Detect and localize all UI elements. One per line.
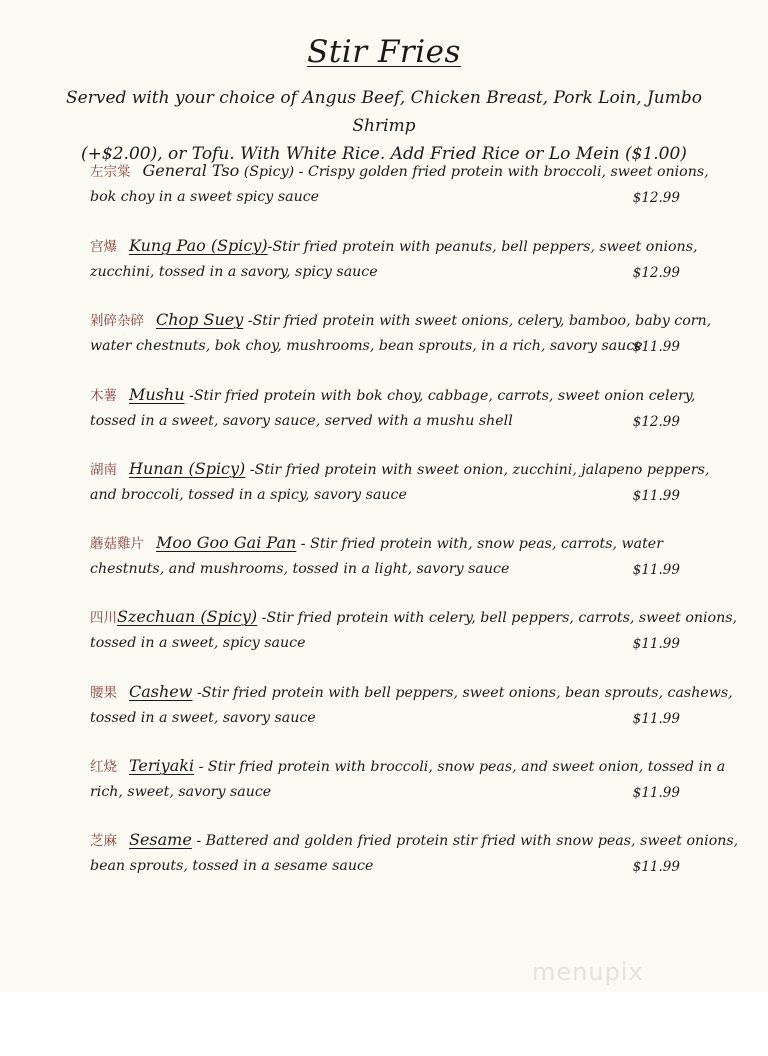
item-tag: (Spicy) xyxy=(239,164,299,180)
item-description-cont: tossed in a sweet, spicy sauce xyxy=(90,635,306,651)
item-price: $11.99 xyxy=(632,636,680,652)
watermark: menupix xyxy=(532,958,644,986)
item-description-cont: chestnuts, and mushrooms, tossed in a light, savory sauce xyxy=(90,561,510,577)
chinese-name: 湖南 xyxy=(90,462,117,478)
item-price: $11.99 xyxy=(632,859,680,875)
item-name: Kung Pao (Spicy) xyxy=(129,236,268,255)
item-description: -Stir fried protein with sweet onions, celery, bamboo, baby corn, xyxy=(243,313,712,329)
page-title: Stir Fries xyxy=(307,34,461,70)
item-name: Szechuan (Spicy) xyxy=(117,607,258,626)
item-description: - Battered and golden fried protein stir fried with snow peas, sweet onions, xyxy=(191,833,739,849)
item-description-cont: bok choy in a sweet spicy sauce xyxy=(90,189,320,205)
item-description: -Stir fried protein with celery, bell peppers, carrots, sweet onions, xyxy=(257,610,738,626)
item-description: -Stir fried protein with bell peppers, sweet onions, bean sprouts, cashews, xyxy=(192,685,733,701)
item-description-cont: tossed in a sweet, savory sauce, served with a mushu shell xyxy=(90,413,513,429)
item-description: - Stir fried protein with broccoli, snow peas, and sweet onion, tossed in a xyxy=(194,759,726,775)
item-description-cont: tossed in a sweet, savory sauce xyxy=(90,710,316,726)
item-name: Hunan (Spicy) xyxy=(129,459,246,478)
item-price: $11.99 xyxy=(632,785,680,801)
item-name: Sesame xyxy=(129,830,192,849)
item-description: -Stir fried protein with peanuts, bell peppers, sweet onions, xyxy=(267,239,698,255)
menu-item xyxy=(90,233,698,285)
chinese-name: 宫爆 xyxy=(90,239,117,255)
chinese-name: 剁碎杂碎 xyxy=(90,313,144,329)
menu-item xyxy=(90,604,738,656)
menu-item xyxy=(90,307,712,359)
item-description-cont: water chestnuts, bok choy, mushrooms, bean sprouts, in a rich, savory sauce xyxy=(90,338,643,354)
subtitle-line-2: (+$2.00), or Tofu. With White Rice. Add Fried Rice or Lo Mein ($1.00) xyxy=(81,144,687,164)
item-name: Mushu xyxy=(129,385,185,404)
item-name: Chop Suey xyxy=(156,310,244,329)
chinese-name: 腰果 xyxy=(90,685,117,701)
menu-item xyxy=(90,530,680,582)
chinese-name: 芝麻 xyxy=(90,833,117,849)
item-description: -Stir fried protein with sweet onion, zucchini, jalapeno peppers, xyxy=(245,462,710,478)
item-description-cont: and broccoli, tossed in a spicy, savory sauce xyxy=(90,487,407,503)
item-price: $12.99 xyxy=(632,414,680,430)
menu-item xyxy=(90,382,696,434)
item-price: $11.99 xyxy=(632,711,680,727)
menu-item xyxy=(90,679,733,731)
menu-item xyxy=(90,827,739,879)
item-price: $11.99 xyxy=(632,562,680,578)
item-description: -Stir fried protein with bok choy, cabbage, carrots, sweet onion celery, xyxy=(184,388,696,404)
item-description-cont: zucchini, tossed in a savory, spicy sauce xyxy=(90,264,378,280)
chinese-name: 左宗棠 xyxy=(90,164,131,180)
item-name: Teriyaki xyxy=(129,756,195,775)
item-description-cont: rich, sweet, savory sauce xyxy=(90,784,272,800)
chinese-name: 蘑菇雞片 xyxy=(90,536,144,552)
menu-item xyxy=(90,753,726,805)
item-price: $12.99 xyxy=(632,265,680,281)
chinese-name: 四川 xyxy=(90,610,117,626)
item-price: $11.99 xyxy=(632,339,680,355)
item-description: - Crispy golden fried protein with broccoli, sweet onions, xyxy=(298,164,709,180)
item-name: Moo Goo Gai Pan xyxy=(156,533,297,552)
item-description: - Stir fried protein with, snow peas, carrots, water xyxy=(296,536,663,552)
chinese-name: 红烧 xyxy=(90,759,117,775)
item-description-cont: bean sprouts, tossed in a sesame sauce xyxy=(90,858,374,874)
menu-item xyxy=(90,158,709,210)
item-name: General Tso xyxy=(142,161,240,180)
item-price: $11.99 xyxy=(632,488,680,504)
subtitle-line-1: Served with your choice of Angus Beef, Chicken Breast, Pork Loin, Jumbo Shrimp xyxy=(66,88,702,136)
menu-item xyxy=(90,456,710,508)
chinese-name: 木薯 xyxy=(90,388,117,404)
item-name: Cashew xyxy=(129,682,193,701)
item-price: $12.99 xyxy=(632,190,680,206)
